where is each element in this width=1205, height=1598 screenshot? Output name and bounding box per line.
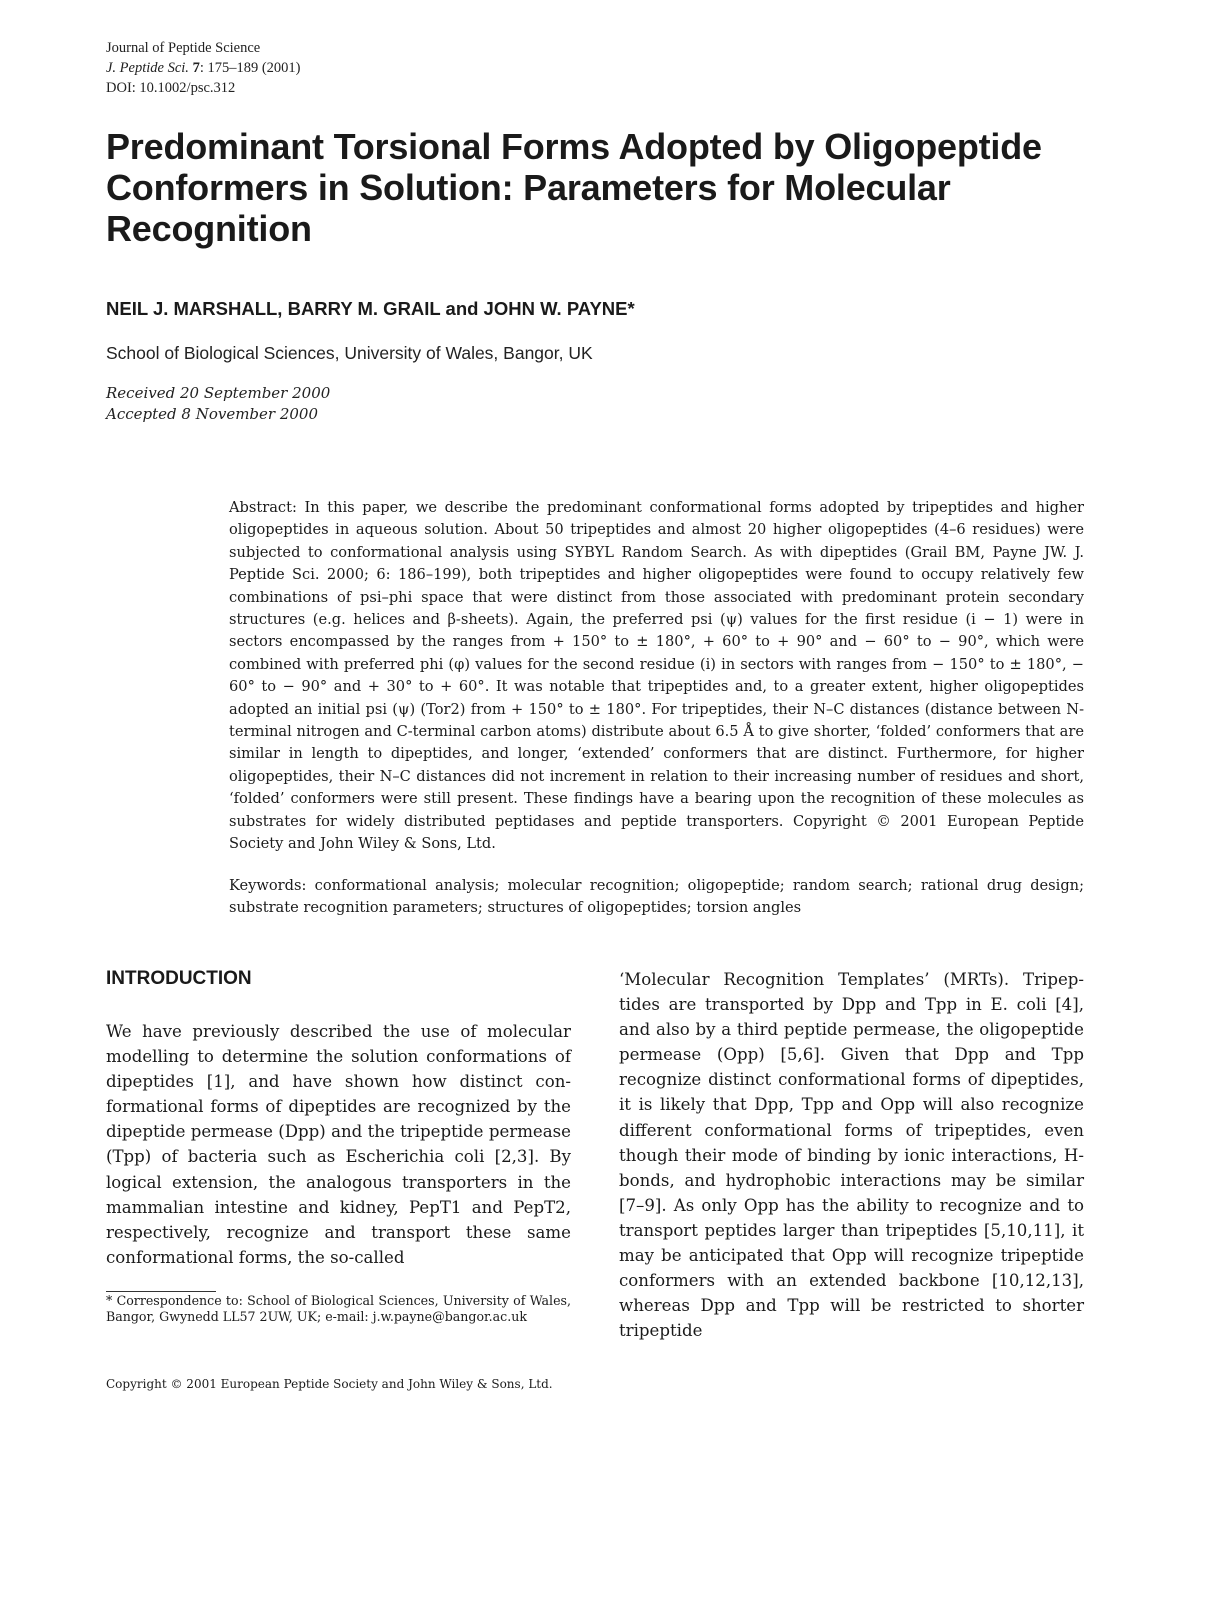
received-date: Received 20 September 2000 xyxy=(106,384,331,402)
footnote-divider xyxy=(106,1291,216,1292)
journal-header xyxy=(106,38,301,98)
introduction-left-column: We have previously described the use of molecular modelling to determine the solution conformations of dipeptides [1], and have shown how distinct conformational forms of dipeptides are recognized by the dipeptide permease (Dpp) and the tripeptide permease (Tpp) of bacteria such as Escherichia coli [2,3]. By logical extension, the analogous transporters in the mammalian intestine and kidney, PepT1 and PepT2, respectively, recognize and transport these same conformational forms, the so-called xyxy=(106,1022,571,1267)
abstract: Abstract: In this paper, we describe the predominant conformational forms adopted by tripeptides and higher oligopeptides in aqueous solution. About 50 tripeptides and almost 20 higher oligopeptides (4–6 residues) were subjected to conformational analysis using SYBYL Random Search. As with dipeptides (Grail BM, Payne JW. J. Peptide Sci. 2000; 6: 186–199), both tripeptides and higher oligopeptides were found to occupy relatively few combinations of psi–phi space that were distinct from those associated with predominant protein secondary structures (e.g. helices and β-sheets). Again, the preferred psi (ψ) values for the first residue (i − 1) were in sectors encompassed by the ranges from + 150° to ± 180°, + 60° to + 90° and − 60° to − 90°, which were combined with preferred phi (φ) values for the second residue (i) in sectors with ranges from − 150° to ± 180°, − 60° to − 90° and + 30° to + 60°. It was notable that tripeptides and, to a greater extent, higher oligopeptides adopted an initial psi (ψ) (Tor2) from + 150° to ± 180°. For tripeptides, their N–C distances (distance between N-terminal nitrogen and C-terminal carbon atoms) distribute about 6.5 Å to give shorter, ‘folded’ conformers that are similar in length to dipeptides, and longer, ‘extended’ conformers that are distinct. Furthermore, for higher oligopeptides, their N–C distances did not increment in relation to their increasing number of residues and short, ‘folded’ conformers were still present. These findings have a bearing upon the recognition of these molecules as substrates for widely distributed peptidases and peptide transporters. Copyright © 2001 European Peptide Society and John Wiley & Sons, Ltd. xyxy=(229,499,1084,853)
journal-name: Journal of Peptide Science xyxy=(106,40,261,56)
citation-volume: 7 xyxy=(192,60,200,76)
journal-citation xyxy=(106,58,301,78)
affiliation: School of Biological Sciences, University of Wales, Bangor, UK xyxy=(106,343,593,363)
keywords: Keywords: conformational analysis; molecular recognition; oligopeptide; random search; rational drug design; substrate recognition parameters; structures of oligopeptides; torsion angles xyxy=(229,877,1084,916)
section-heading-introduction: INTRODUCTION xyxy=(106,968,252,989)
copyright-line: Copyright © 2001 European Peptide Society and John Wiley & Sons, Ltd. xyxy=(106,1377,553,1391)
citation-pages: : 175–189 (2001) xyxy=(199,60,301,76)
correspondence-footnote: * Correspondence to: School of Biological Sciences, University of Wales, Bangor, Gwynedd LL57 2UW, UK; e-mail: j.w.payne@bangor.ac.uk xyxy=(106,1293,571,1324)
publication-dates xyxy=(106,383,330,425)
doi: DOI: 10.1002/psc.312 xyxy=(106,80,236,96)
accepted-date: Accepted 8 November 2000 xyxy=(106,405,319,423)
author-list: NEIL J. MARSHALL, BARRY M. GRAIL and JOHN W. PAYNE* xyxy=(106,298,635,319)
paper-title: Predominant Torsional Forms Adopted by Oligopeptide Conformers in Solution: Parameters for Molecular Recognition xyxy=(106,126,1042,249)
introduction-right-column: ‘Molecular Recognition Templates’ (MRTs). Tripeptides are transported by Dpp and Tpp in E. coli [4], and also by a third peptide permease, the oligopeptide permease (Opp) [5,6]. Given that Dpp and Tpp recognize distinct conformational forms of dipeptides, it is likely that Dpp, Tpp and Opp will also recognize different conformational forms of tripeptides, even though their mode of binding by ionic interactions, H-bonds, and hydrophobic interactions may be similar [7–9]. As only Opp has the ability to recognize and to transport peptides larger than tripeptides [5,10,11], it may be anticipated that Opp will recognize tripeptide conformers with an extended backbone [10,12,13], whereas Dpp and Tpp will be restricted to shorter tripeptide xyxy=(619,970,1084,1341)
citation-abbrev: J. Peptide Sci. xyxy=(106,60,189,76)
